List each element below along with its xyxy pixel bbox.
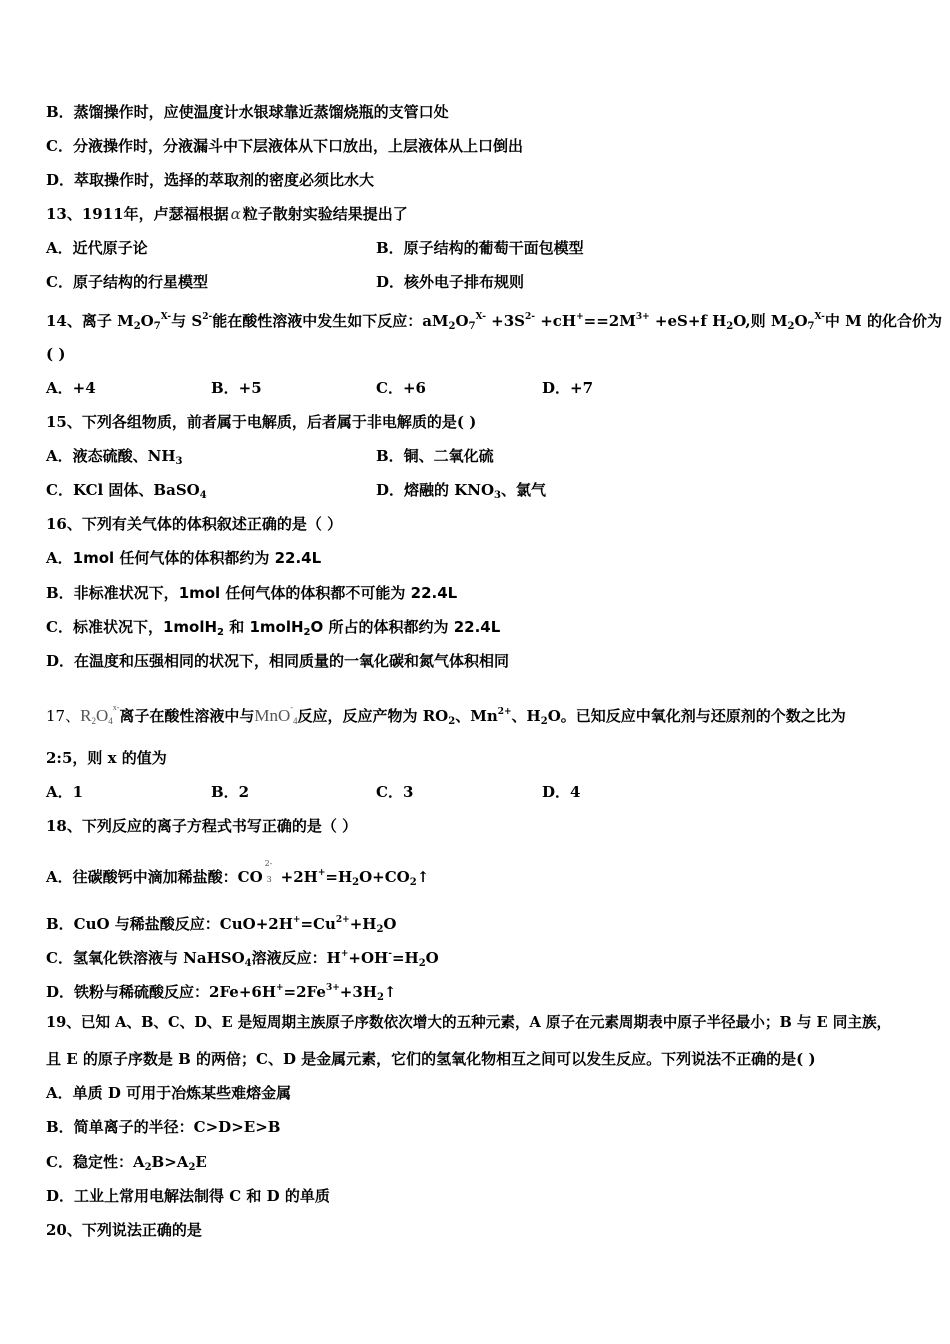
q14-paren: ( ) <box>46 345 66 363</box>
q18-option-d: D．铁粉与稀硫酸反应：$2Fe+6H^+=2Fe^{3+}+3H_2↑$ <box>46 983 397 1003</box>
q19-option-c: C．稳定性：$A_2B>A_2E$ <box>46 1153 207 1173</box>
q13-option-a: A．近代原子论 <box>46 239 148 257</box>
q12-option-b: B．蒸馏操作时，应使温度计水银球靠近蒸馏烧瓶的支管口处 <box>46 103 449 121</box>
r2o4-formula: $R_2O_4^{x-}$ <box>80 703 120 726</box>
q14-stem: 14、离子 $M_2O_7^{X-}$与 $S^{2-}$能在酸性溶液中发生如下反应：$aM_2O_7^{X-} +3S^{2-} +cH^+==2M^{3+} +eS+f$ $H_2O$,则 $M_2O_7^{X-}$中 M 的化合价为 <box>46 312 942 332</box>
q17-option-d: D．4 <box>542 783 581 801</box>
q17-stem: 17、$R_2O_4^{x-}$离子在酸性溶液中与MnO-$_4$反应，反应产物为 $RO_2$、$Mn^{2+}$、$H_2O$。已知反应中氧化剂与还原剂的个数之比为 <box>46 703 846 727</box>
q15-option-b: B．铜、二氧化硫 <box>376 447 494 465</box>
q14-option-c: C．+6 <box>376 379 426 397</box>
q18-stem: 18、下列反应的离子方程式书写正确的是（ ） <box>46 817 358 835</box>
q15-option-d: D．熔融的 $KNO_3$、氯气 <box>376 481 547 501</box>
q16-option-b: B．非标准状况下，1mol 任何气体的体积都不可能为 22.4L <box>46 584 458 602</box>
mno4-formula: MnO-$_4$ <box>254 703 298 726</box>
q13-option-b: B．原子结构的葡萄干面包模型 <box>376 239 584 257</box>
q19-option-d: D．工业上常用电解法制得 C 和 D 的单质 <box>46 1187 330 1205</box>
q18-option-c: C．氢氧化铁溶液与 NaHSO$_4$溶液反应：$H^++OH^-=H_2O$ <box>46 949 439 969</box>
q16-option-c: C．标准状况下，1molH$_2$ 和 1molH$_2$O 所占的体积都约为 22.4L <box>46 618 501 638</box>
q14-options <box>46 378 926 398</box>
q13-option-c: C．原子结构的行星模型 <box>46 273 208 291</box>
q16-option-d: D．在温度和压强相同的状况下，相同质量的一氧化碳和氮气体积相同 <box>46 652 510 670</box>
q19-option-a: A．单质 D 可用于冶炼某些难熔金属 <box>46 1084 292 1102</box>
q19-option-b: B．简单离子的半径：C>D>E>B <box>46 1118 281 1136</box>
q14-option-a: A．+4 <box>46 379 96 397</box>
q18-option-b: B．CuO 与稀盐酸反应：$CuO+2H^+=Cu^{2+}+H_2O$ <box>46 915 397 935</box>
q19-stem-line1: 19、已知 A、B、C、D、E 是短周期主族原子序数依次增大的五种元素，A 原子在元素周期表中原子半径最小；B 与 E 同主族， <box>46 1014 892 1031</box>
q15-option-a: A．液态硫酸、$NH_3$ <box>46 447 183 467</box>
q15-stem: 15、下列各组物质，前者属于电解质，后者属于非电解质的是( ) <box>46 413 477 431</box>
q19-stem-line2: 且 E 的原子序数是 B 的两倍；C、D 是金属元素，它们的氢氧化物相互之间可以发生反应。下列说法不正确的是( ) <box>46 1050 816 1068</box>
q15-options-row1 <box>46 446 926 472</box>
q15-option-c: C．KCl 固体、BaSO$_4$ <box>46 481 207 501</box>
q13-options-row1 <box>46 238 926 258</box>
q20-stem: 20、下列说法正确的是 <box>46 1221 202 1239</box>
q17-stem-line2: 2:5，则 x 的值为 <box>46 749 167 767</box>
q15-options-row2 <box>46 480 926 506</box>
q13-options-row2 <box>46 272 926 292</box>
q17-option-a: A．1 <box>46 783 84 801</box>
q14-option-d: D．+7 <box>542 379 594 397</box>
q17-option-b: B．2 <box>211 783 250 801</box>
q17-option-c: C．3 <box>376 783 414 801</box>
q16-stem: 16、下列有关气体的体积叙述正确的是（ ） <box>46 515 343 533</box>
q13-option-d: D．核外电子排布规则 <box>376 273 525 291</box>
q13-stem: 13、1911年，卢瑟福根据 α 粒子散射实验结果提出了 <box>46 205 408 223</box>
q17-options <box>46 782 926 802</box>
q12-option-d: D．萃取操作时，选择的萃取剂的密度必须比水大 <box>46 171 375 189</box>
q16-option-a: A．1mol 任何气体的体积都约为 22.4L <box>46 549 322 567</box>
co3-charge: 2- 3 <box>264 859 273 884</box>
q12-option-c: C．分液操作时，分液漏斗中下层液体从下口放出，上层液体从上口倒出 <box>46 137 523 155</box>
alpha-symbol: α <box>230 205 241 223</box>
q18-option-a: A．往碳酸钙中滴加稀盐酸：CO 2- 3 $+2H^+=H_2O+CO_2↑$ <box>46 859 430 888</box>
q14-option-b: B．+5 <box>211 379 262 397</box>
